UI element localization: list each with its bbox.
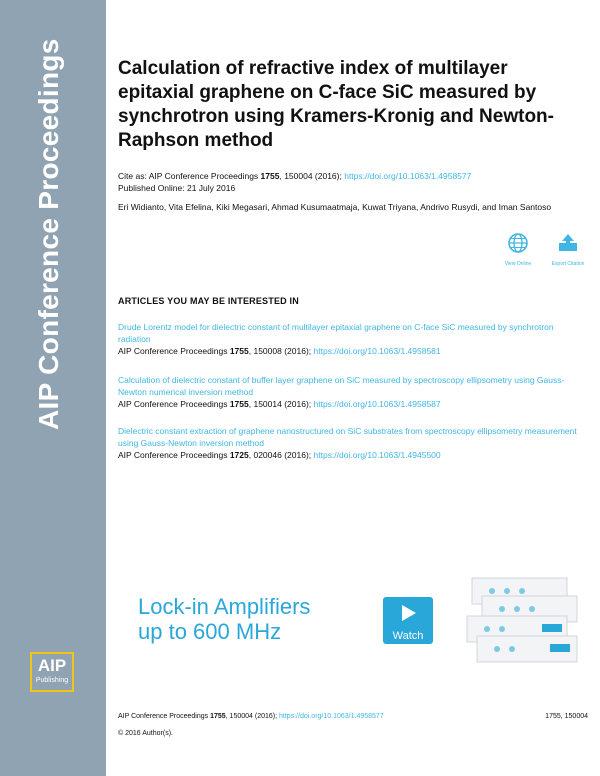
related-doi-link[interactable]: https://doi.org/10.1063/1.4958587 (313, 399, 441, 409)
ad-headline (138, 594, 310, 644)
cite-rest: , 150008 (2016); (248, 346, 314, 356)
published-date: Published Online: 21 July 2016 (118, 183, 236, 193)
related-articles-heading: ARTICLES YOU MAY BE INTERESTED IN (118, 296, 299, 306)
journal-name: AIP Conference Proceedings (33, 38, 64, 430)
footer-page-ref: 1755, 150004 (545, 713, 588, 720)
page-footer (118, 712, 588, 722)
export-icon (557, 232, 579, 254)
author-list: Eri Widianto, Vita Efelina, Kiki Megasari, Ahmad Kusumaatmaja, Kuwat Triyana, Andrivo Rusydi, and Iman Santoso (118, 202, 552, 212)
export-citation-button[interactable] (548, 232, 588, 267)
related-article-title[interactable]: Calculation of dielectric constant of buffer layer graphene on SiC measured by spectroscopy ellipsometry using Gauss-Newton numerical inversion method (118, 375, 565, 397)
aip-publishing-logo[interactable] (30, 652, 74, 692)
cite-volume: 1755 (260, 171, 280, 181)
footer-journal: AIP Conference Proceedings (118, 713, 211, 720)
journal-sidebar (0, 0, 106, 776)
ad-line-1: Lock-in Amplifiers (138, 594, 311, 619)
related-doi-link[interactable]: https://doi.org/10.1063/1.4958581 (313, 346, 441, 356)
watch-label: Watch (392, 630, 424, 642)
related-article (118, 321, 588, 357)
advertisement-banner[interactable] (122, 568, 586, 670)
related-article-title[interactable]: Drude Lorentz model for dielectric constant of multilayer epitaxial graphene on C-face SiC measured by synchrotron radiation (118, 322, 554, 344)
related-article (118, 425, 588, 461)
related-article (118, 374, 588, 410)
cite-volume: 1725 (229, 450, 249, 460)
doi-link[interactable]: https://doi.org/10.1063/1.4958577 (344, 171, 472, 181)
related-doi-link[interactable]: https://doi.org/10.1063/1.4945500 (313, 450, 441, 460)
cite-prefix: Cite as: AIP Conference Proceedings (118, 171, 261, 181)
logo-text: AIP (37, 656, 67, 675)
related-article-cite (118, 345, 588, 357)
cite-journal: AIP Conference Proceedings (118, 450, 230, 460)
cite-journal: AIP Conference Proceedings (118, 399, 230, 409)
play-icon (398, 603, 418, 623)
cite-rest: , 020046 (2016); (248, 450, 314, 460)
footer-volume: 1755 (210, 713, 226, 720)
paper-title: Calculation of refractive index of multilayer epitaxial graphene on C-face SiC measured by synchrotron using Kramers-Kronig and Newton-Raphson method (118, 58, 554, 151)
globe-icon (507, 232, 529, 254)
article-tools (498, 232, 590, 272)
related-article-cite (118, 398, 588, 410)
view-online-button[interactable] (498, 232, 538, 267)
citation-block (118, 170, 588, 194)
cite-volume: 1755 (229, 399, 249, 409)
cite-rest: , 150014 (2016); (248, 399, 314, 409)
cite-journal: AIP Conference Proceedings (118, 346, 230, 356)
watch-button[interactable] (383, 597, 433, 644)
cite-volume: 1755 (229, 346, 249, 356)
copyright-notice: © 2016 Author(s). (118, 730, 173, 737)
footer-doi-link[interactable]: https://doi.org/10.1063/1.4958577 (279, 713, 384, 720)
view-online-label: View Online (504, 261, 532, 267)
cite-rest: , 150004 (2016); (279, 171, 345, 181)
cite-line (118, 170, 588, 182)
export-citation-label: Export Citation (551, 261, 585, 267)
footer-rest: , 150004 (2016); (225, 713, 279, 720)
related-article-title[interactable]: Dielectric constant extraction of graphene nanostructured on SiC substrates from spectroscopy ellipsometry measurement using Gauss-Newton inversion method (118, 426, 577, 448)
ad-line-2: up to 600 MHz (138, 619, 282, 644)
logo-subtext: Publishing (35, 677, 69, 684)
related-article-cite (118, 449, 588, 461)
